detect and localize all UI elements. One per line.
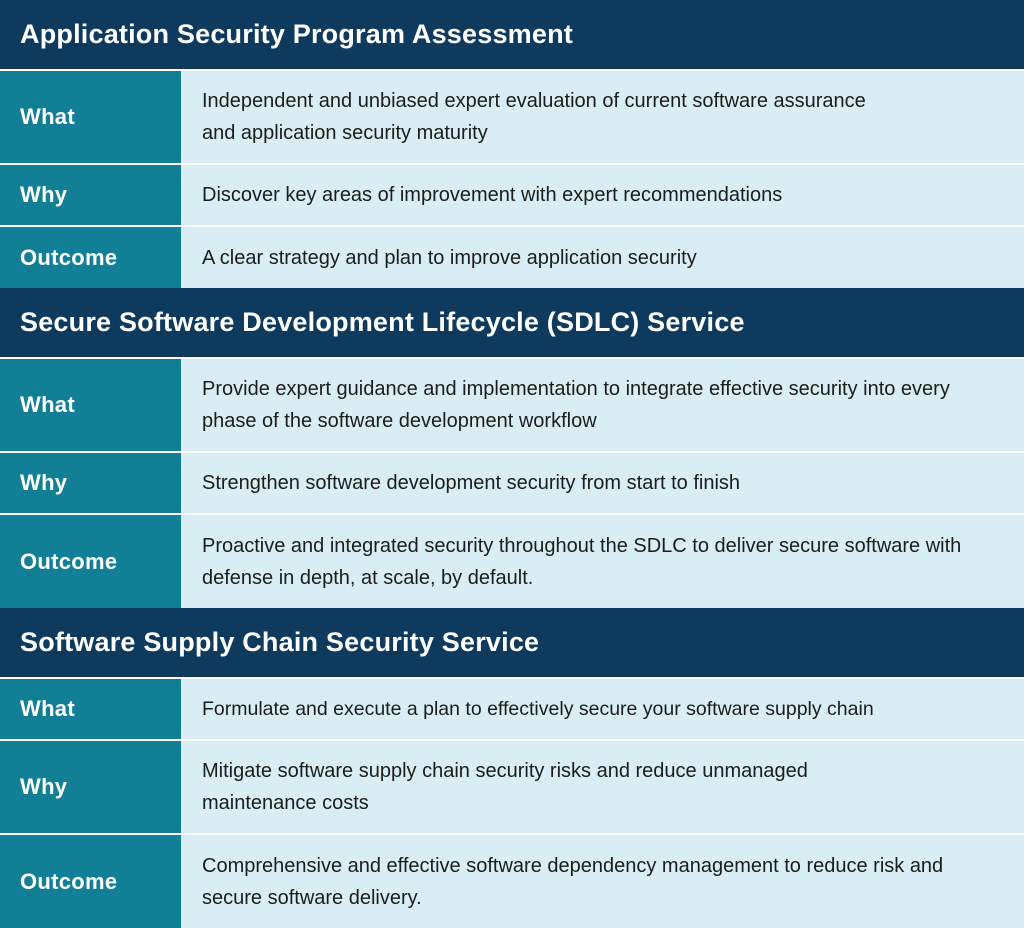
row-description [181,71,1024,163]
table-row [0,163,1024,225]
table-row [0,833,1024,928]
section-title: Application Security Program Assessment [0,0,1024,69]
row-label: Outcome [0,515,181,608]
row-description [181,227,1024,288]
row-description-text: Proactive and integrated security throughout the SDLC to deliver secure software with defense in depth, at scale, by default. [202,534,962,589]
row-description-text: Comprehensive and effective software dependency management to reduce risk and secure software delivery. [202,854,944,909]
row-description-text: Independent and unbiased expert evaluation of current software assurance and application security maturity [202,90,866,144]
table-row [0,677,1024,739]
row-description-text: Strengthen software development security from start to finish [202,472,741,494]
row-description-text: A clear strategy and plan to improve application security [202,246,697,269]
row-label: What [0,679,181,739]
row-description-text: Formulate and execute a plan to effectively secure your software supply chain [202,698,874,720]
table-row [0,739,1024,833]
table-row [0,513,1024,608]
row-label: Outcome [0,835,181,928]
row-label: Why [0,165,181,225]
row-description [181,679,1024,739]
row-label: Why [0,741,181,833]
section-supply-chain-service [0,608,1024,928]
table-row [0,69,1024,163]
row-description [181,741,1024,833]
row-label: Why [0,453,181,513]
row-label: What [0,359,181,451]
row-description-text: Provide expert guidance and implementation to integrate effective security into every phase of the software development workflow [202,378,950,432]
section-title: Software Supply Chain Security Service [0,608,1024,677]
row-description [181,453,1024,513]
section-program-assessment [0,0,1024,288]
row-description [181,165,1024,225]
row-description [181,359,1024,451]
table-row [0,451,1024,513]
row-description [181,835,1024,928]
row-label: What [0,71,181,163]
row-description-text: Mitigate software supply chain security risks and reduce unmanaged maintenance costs [202,760,808,814]
table-row [0,225,1024,288]
section-sdlc-service [0,288,1024,608]
section-title: Secure Software Development Lifecycle (SDLC) Service [0,288,1024,357]
row-description [181,515,1024,608]
row-description-text: Discover key areas of improvement with expert recommendations [202,184,783,206]
row-label: Outcome [0,227,181,288]
table-row [0,357,1024,451]
